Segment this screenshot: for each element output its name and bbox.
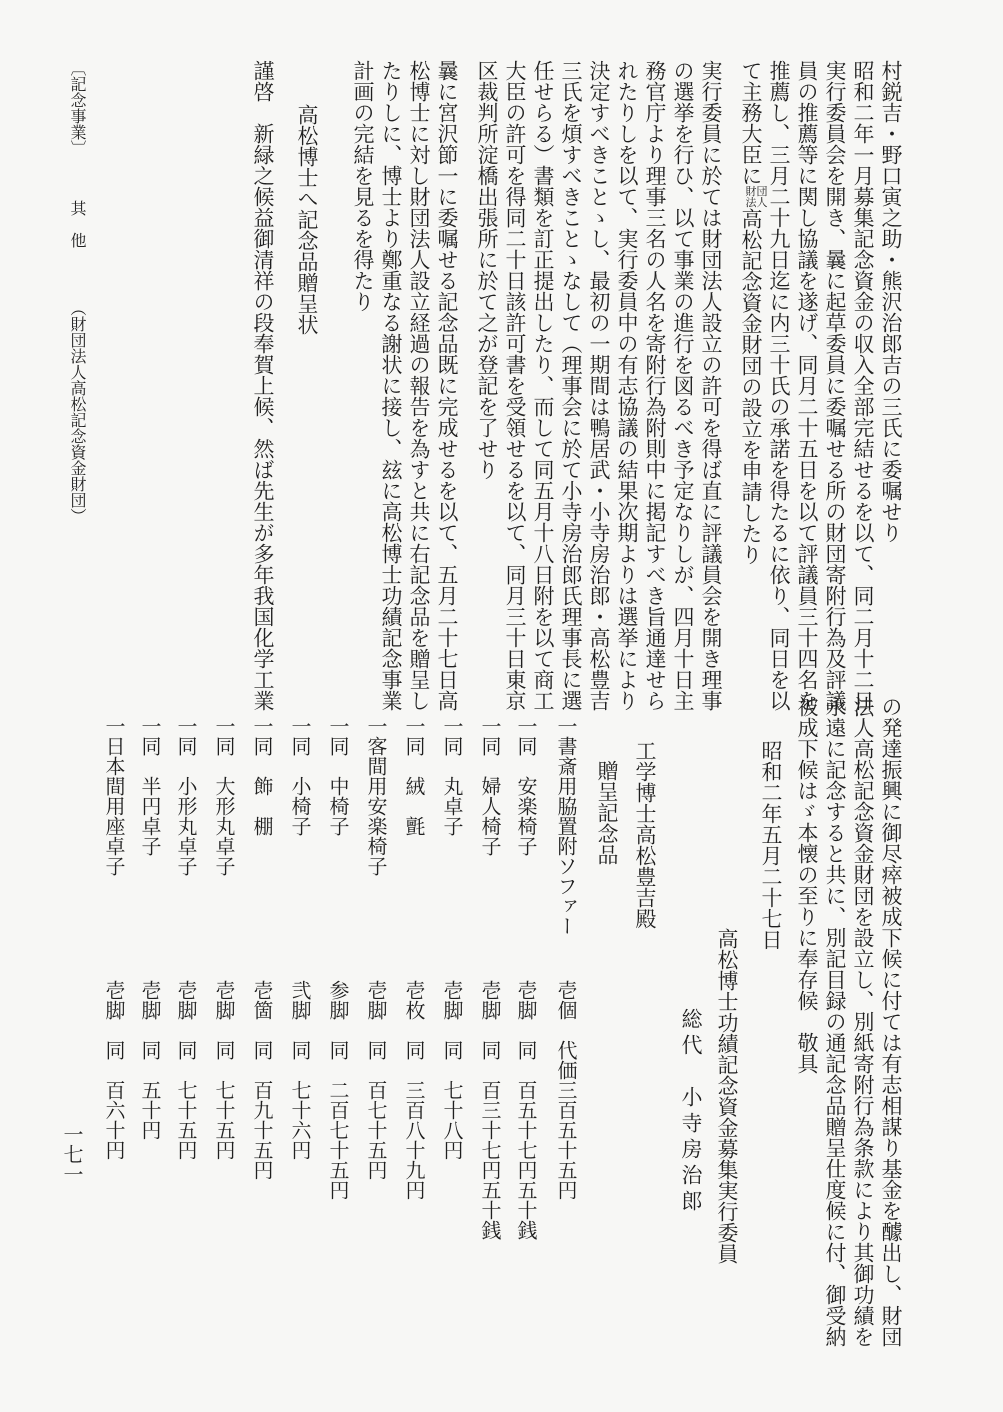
addressee: 工学博士高松豊吉殿 [633,740,657,929]
gift-item-qty: 壱脚 [102,980,126,1020]
text-line: 推薦し、三月二十九日迄に内三十氏の承諾を得たるに依り、同日を以 [767,60,791,711]
gift-item-price: 同 七十八円 [440,1040,464,1160]
gift-item-qty: 壱脚 [138,980,162,1020]
folio-section: 〔記念事業〕 [68,60,87,156]
text-line: 任せらる）書類を訂正提出したり、而して同五月十八日附を以て商工 [531,60,555,711]
sender-name: 総代 小寺房治郎 [679,1008,703,1216]
gift-item-qty: 壱脚 [478,980,502,1020]
text-line-with-warichu [740,60,768,565]
gift-item-price: 同 三百八十九円 [402,1040,426,1200]
gift-item-price: 代価三百五十五円 [554,1040,578,1200]
gift-item-name: 一同 大形丸卓子 [212,716,236,876]
gift-item-price: 同 七十五円 [212,1040,236,1160]
gift-item-name: 一同 丸卓子 [440,716,464,836]
gift-item-price: 同 百三十七円五十銭 [478,1040,502,1240]
text-line: れたりしを以て、実行委員中の有志協議の結果次期よりは選挙により [615,60,639,711]
gift-item-price: 同 七十六円 [288,1040,312,1160]
text-line: 三氏を煩すべきことゝなして（理事会に於て小寺房治郎氏理事長に選 [559,60,583,711]
list-title: 贈呈記念品 [595,760,619,865]
text-line: 実行委員会を開き、曩に起草委員に委嘱せる所の財団寄附行為及評議 [823,60,847,711]
gift-item-price: 同 百五十七円五十銭 [514,1040,538,1240]
letter-line: 法人高松記念資金財団を設立し、別紙寄附行為条款により其御功績を [851,696,875,1347]
folio-foundation: （財団法人高松記念資金財団） [68,300,87,524]
gift-item-name: 一同 小形丸卓子 [174,716,198,876]
text-line: 曩に宮沢節一に委嘱せる記念品既に完成せるを以て、五月二十七日高 [435,60,459,711]
text-line: 昭和二年一月募集記念資金の収入全部完結せるを以て、同二月十二日 [851,60,875,711]
warichu-line-2: 法人 [745,196,768,209]
letter-line: の発達振興に御尽瘁被成下候に付ては有志相謀り基金を醵出し、財団 [879,696,903,1347]
gift-item-qty: 壱枚 [402,980,426,1020]
letter-date: 昭和二年五月二十七日 [759,740,783,950]
gift-item-qty: 壱脚 [440,980,464,1020]
text-segment: て主務大臣に [739,60,763,186]
gift-item-qty: 壱個 [554,980,578,1020]
gift-item-qty: 壱脚 [212,980,236,1020]
gift-item-name: 一同 中椅子 [326,716,350,836]
letter-line: 被成下候はゞ本懐の至りに奉存候 敬具 [795,696,819,1074]
letter-line: 永遠に記念すると共に、別記目録の通記念品贈呈仕度候に付、御受納 [823,696,847,1347]
text-line: 員の推薦等に関し協議を遂げ、同月二十五日を以て評議員三十四名を [795,60,819,711]
text-line: 松博士に対し財団法人設立経過の報告を為すと共に右記念品を贈呈し [407,60,431,711]
gift-item-name: 一書斎用脇置附ソファー [554,716,578,936]
gift-item-price: 同 百九十五円 [250,1040,274,1180]
warichu-inline-note [746,186,768,208]
gift-item-qty: 壱脚 [514,980,538,1020]
text-line: 務官庁より理事三名の人名を寄附行為附則中に掲記すべき旨通達せら [643,60,667,711]
gift-item-qty: 弐脚 [288,980,312,1020]
gift-item-qty: 壱脚 [174,980,198,1020]
gift-item-price: 同 百七十五円 [364,1040,388,1180]
gift-item-name: 一日本間用座卓子 [102,716,126,876]
warichu-line-1: 財団 [745,185,768,198]
folio-other: 其 他 [68,200,87,248]
gift-item-name: 一同 婦人椅子 [478,716,502,856]
text-segment: 高松記念資金財団の設立を申請したり [739,208,763,565]
gift-item-price: 同 百六十円 [102,1040,126,1160]
gift-item-name: 一客間用安楽椅子 [364,716,388,876]
letter-heading: 高松博士へ記念品贈呈状 [295,104,319,335]
gift-item-price: 同 七十五円 [174,1040,198,1160]
gift-item-name: 一同 小椅子 [288,716,312,836]
text-line: たりしに、博士より鄭重なる謝状に接し、玆に高松博士功績記念事業 [379,60,403,711]
text-line: 実行委員に於ては財団法人設立の許可を得ば直に評議員会を開き理事 [699,60,723,711]
gift-item-name: 一同 半円卓子 [138,716,162,856]
gift-item-price: 同 二百七十五円 [326,1040,350,1200]
sender-org: 高松博士功績記念資金募集実行委員 [715,928,739,1264]
gift-item-name: 一同 飾 棚 [250,716,274,836]
page-number: 一七一 [60,1124,84,1184]
text-line: 区裁判所淀橋出張所に於て之が登記を了せり [475,60,499,480]
text-line: 謹啓 新緑之候益御清祥の段奉賀上候、然ば先生が多年我国化学工業 [251,60,275,711]
gift-item-price: 同 五十円 [138,1040,162,1140]
text-line: 決定すべきことゝし、最初の一期間は鴨居武・小寺房治郎・高松豊吉 [587,60,611,711]
text-line: の選挙を行ひ、以て事業の進行を図るべき予定なりしが、四月十日主 [671,60,695,711]
gift-item-qty: 壱脚 [364,980,388,1020]
text-line: 大臣の許可を得同二十日該許可書を受領せるを以て、同月三十日東京 [503,60,527,711]
text-line: 村鋭吉・野口寅之助・熊沢治郎吉の三氏に委嘱せり [879,60,903,543]
gift-item-qty: 参脚 [326,980,350,1020]
gift-item-name: 一同 安楽椅子 [514,716,538,856]
gift-item-qty: 壱箇 [250,980,274,1020]
gift-item-name: 一同 絨 氈 [402,716,426,836]
text-line: 計画の完結を見るを得たり [351,60,375,312]
